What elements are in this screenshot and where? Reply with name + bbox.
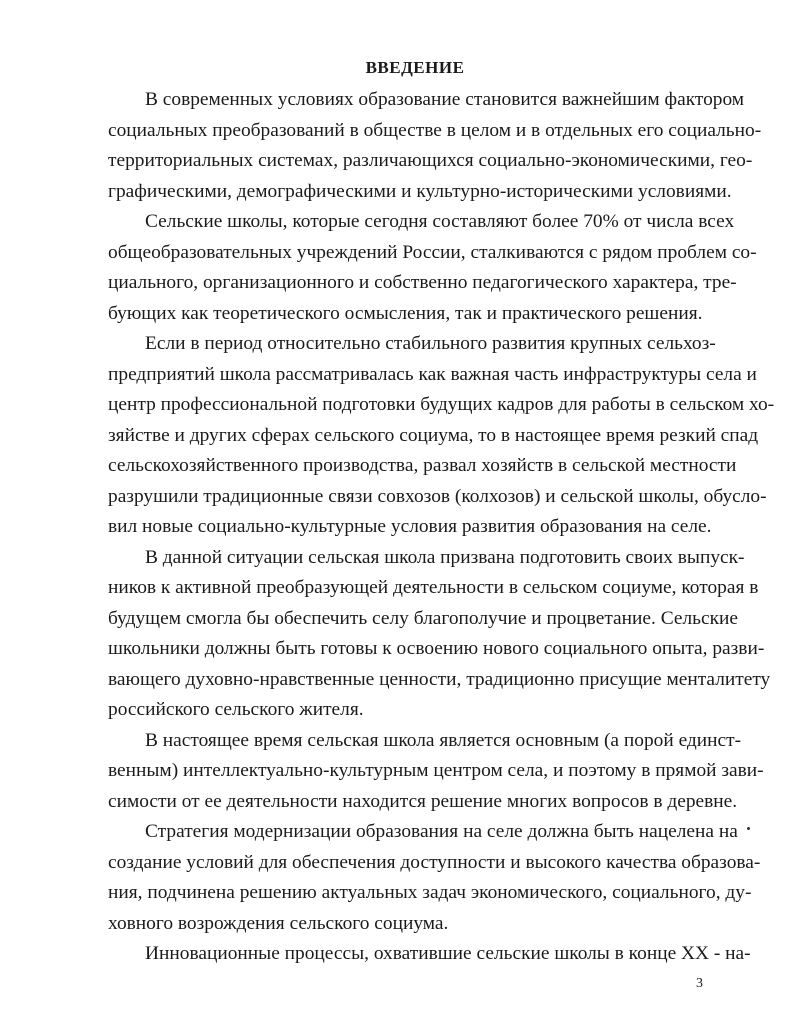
text-line: сельскохозяйственного производства, развал хозяйств в сельской местности — [108, 455, 737, 476]
text-line: графическими, демографическими и культурно-историческими условиями. — [108, 181, 732, 202]
text-line: В настоящее время сельская школа является основным (а порой единст- — [145, 730, 742, 751]
text-line: циального, организационного и собственно педагогического характера, тре- — [108, 272, 737, 293]
text-line: В данной ситуации сельская школа призвана подготовить своих выпуск- — [145, 547, 745, 568]
text-line: создание условий для обеспечения доступности и высокого качества образова- — [108, 852, 761, 873]
text-line: Если в период относительно стабильного развития крупных сельхоз- — [145, 333, 716, 354]
text-line: общеобразовательных учреждений России, сталкиваются с рядом проблем со- — [108, 242, 757, 263]
text-line: социальных преобразований в обществе в целом и в отдельных его социально- — [108, 120, 762, 141]
text-line: В современных условиях образование становится важнейшим фактором — [145, 89, 745, 110]
section-heading: ВВЕДЕНИЕ — [365, 58, 465, 77]
text-line: Сельские школы, которые сегодня составляют более 70% от числа всех — [145, 211, 735, 232]
text-line: российского сельского жителя. — [108, 699, 364, 720]
text-line: разрушили традиционные связи совхозов (колхозов) и сельской школы, обусло- — [108, 486, 767, 507]
text-line: будущем смогла бы обеспечить селу благополучие и процветание. Сельские — [108, 608, 738, 629]
page-number: 3 — [696, 976, 703, 991]
text-line: Стратегия модернизации образования на селе должна быть нацелена на — [145, 821, 738, 842]
text-line: бующих как теоретического осмысления, так и практического решения. — [108, 303, 703, 324]
text-line: ховного возрождения сельского социума. — [108, 913, 449, 934]
text-line: симости от ее деятельности находится решение многих вопросов в деревне. — [108, 791, 738, 812]
text-line: вил новые социально-культурные условия развития образования на селе. — [108, 516, 712, 537]
text-line: зяйстве и других сферах сельского социума, то в настоящее время резкий спад — [108, 425, 759, 446]
text-line: территориальных системах, различающихся социально-экономическими, гео- — [108, 150, 753, 171]
text-line: центр профессиональной подготовки будущих кадров для работы в сельском хо- — [108, 394, 775, 415]
text-line: венным) интеллектуально-культурным центром села, и поэтому в прямой зави- — [108, 760, 764, 781]
text-line: ников к активной преобразующей деятельности в сельском социуме, которая в — [108, 577, 759, 598]
scan-speck — [747, 827, 750, 830]
text-line: ния, подчинена решению актуальных задач экономического, социального, ду- — [108, 882, 752, 903]
text-line: Инновационные процессы, охватившие сельские школы в конце ХХ - на- — [145, 943, 751, 964]
text-line: вающего духовно-нравственные ценности, традиционно присущие менталитету — [108, 669, 771, 690]
text-line: предприятий школа рассматривалась как важная часть инфраструктуры села и — [108, 364, 757, 385]
text-line: школьники должны быть готовы к освоению нового социального опыта, разви- — [108, 638, 765, 659]
